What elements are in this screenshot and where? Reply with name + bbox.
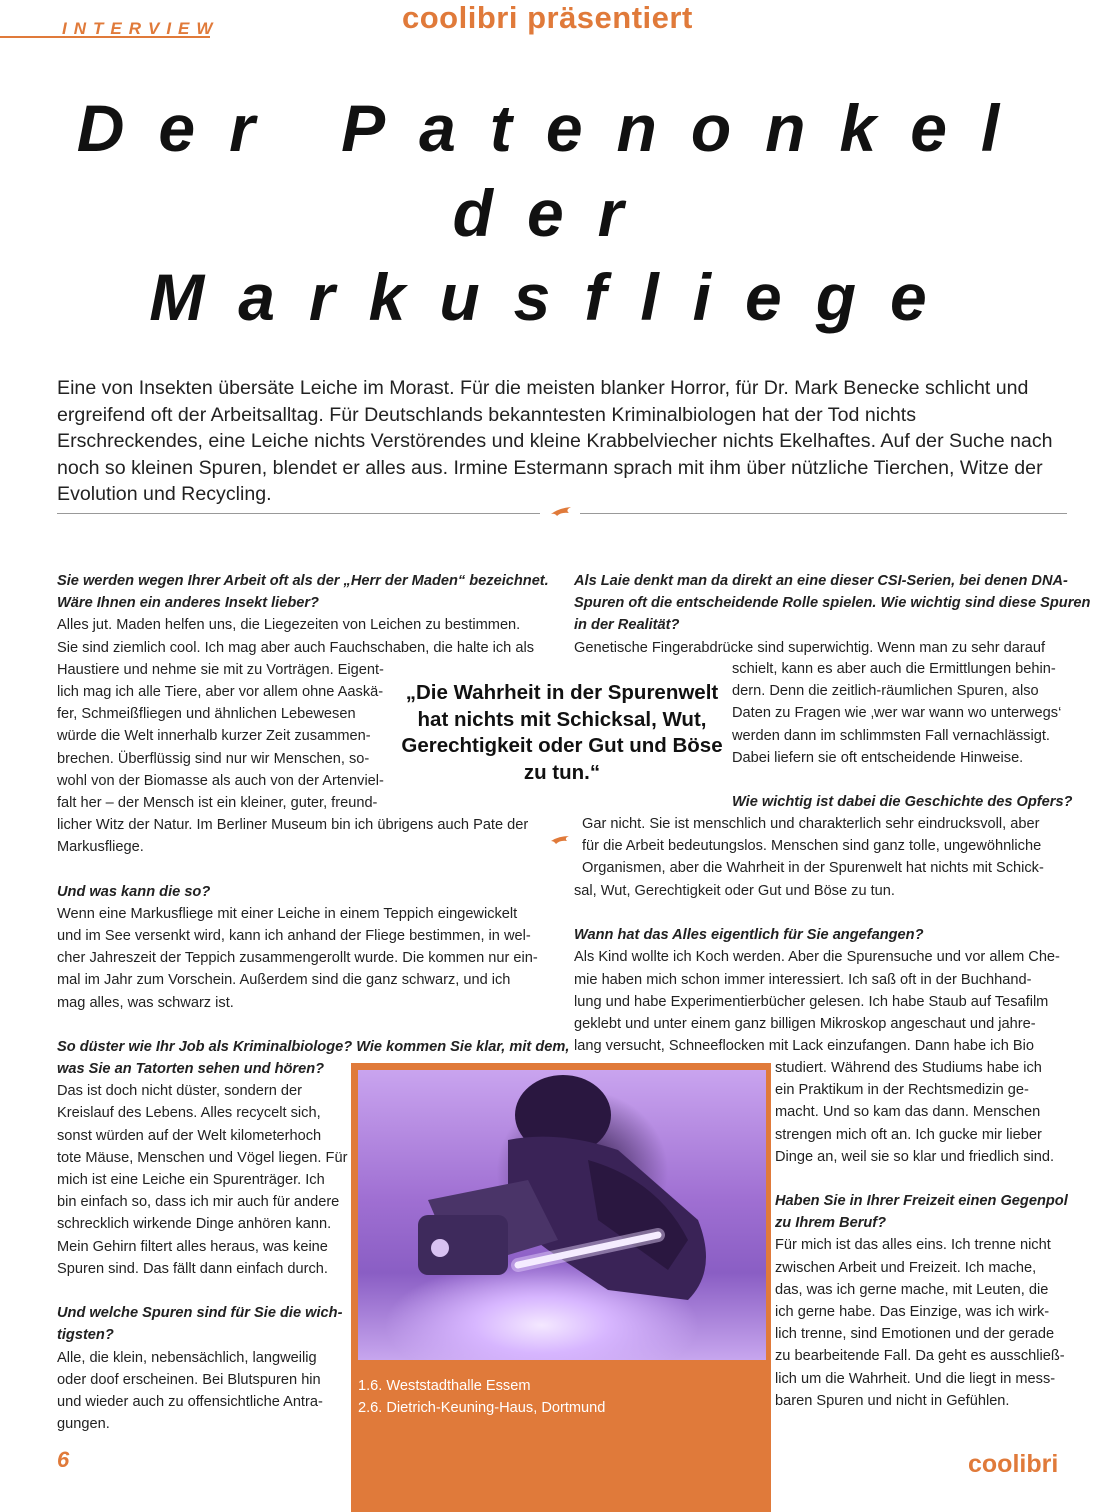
answer-4: Alle, die klein, nebensächlich, langweilig oder doof erscheinen. Bei Blutspuren hin und wieder auch zu offensichtliche Antra- gungen. [57, 1349, 323, 1433]
lead-paragraph: Eine von Insekten übersäte Leiche im Morast. Für die meisten blanker Horror, für Dr. Mark Benecke schlicht und ergreifend oft der Arbeitsalltag. Für Deutschlands bekanntesten Kriminalbiologen hat der Tod nichts Erschreckendes, eine Leiche nichts Verstörendes und kleine Krabbelviecher nichts Ekelhaftes. Auf der Suche nach noch so kleinen Spuren, blendet er alles aus. Irmine Estermann sprach mit ihm über nützliche Tierchen, Witze der Evolution und Recycling. [57, 377, 1053, 505]
title-line-3: Markusfliege [149, 260, 961, 334]
right-column-top [574, 570, 1091, 659]
answer-5-first-line: Genetische Fingerabdrücke sind superwichtig. Wenn man zu sehr darauf [574, 639, 1046, 656]
answer-5: schielt, kann es aber auch die Ermittlungen behin- dern. Denn die zeitlich-räumlichen Spuren, also Daten zu Fragen wie ‚wer war wann wo unterwegs‘ werden dann im schlimmsten Fall vernachlässigt. Dabei liefern sie oft entscheidende Hinweise. Wie wichtig ist dabei die Geschichte des Opfers? [732, 658, 1072, 813]
investigator-photo [358, 1070, 766, 1360]
answer-6: Gar nicht. Sie ist menschlich und charakterlich sehr eindrucksvoll, aber für die Arbeit bedeutungslos. Menschen sind ganz tolle, ungewöhnliche Organismen, aber die Wahrheit in der Spurenwelt hat nichts mit Schick- [582, 816, 1044, 877]
answer-1: Alles jut. Maden helfen uns, die Liegezeiten von Leichen zu bestimmen. Sie sind ziemlich cool. Ich mag aber auch Fauchschaben, die halte ich als Haustiere und nehme sie mit zu Vorträgen. Eigent- lich mag ich alle Tiere, aber vor allem ohne Aaskä- fer, Schmeißfliegen und ähnlichen Lebewesen würde die Welt innerhalb kurzer Zeit zusammen- brechen. Überflüssig sind nur wir Menschen, so- wohl von der Biomasse als auch von der Artenviel- falt her – der Mensch ist ein kleiner, guter, freund- licher Witz der Natur. Im Berliner Museum bin ich übrigens auch Pate der Markusfliege. [57, 617, 534, 856]
question-6: Wie wichtig ist dabei die Geschichte des Opfers? [732, 794, 1073, 811]
divider-left [57, 513, 540, 514]
question-5: Als Laie denkt man da direkt an eine dieser CSI-Serien, bei denen DNA- Spuren oft die entscheidende Rolle spielen. Wie wichtig sind diese Spuren in der Realität? [574, 573, 1091, 634]
pull-quote: „Die Wahrheit in der Spurenwelt hat nichts mit Schicksal, Wut, Gerechtigkeit oder Gut und Böse zu tun.“ [401, 681, 723, 784]
answer-2: Wenn eine Markusfliege mit einer Leiche in einem Teppich eingewickelt und im See versenkt wird, kann ich anhand der Fliege bestimmen, in wel- cher Jahreszeit der Teppich zusammengerollt wurde. Die kommen nur ein- mal im Jahr zum Vorschein. Außerdem sind die ganz schwarz, und ich mag alles, was schwarz ist. [57, 905, 538, 1011]
question-2: Und was kann die so? [57, 883, 211, 900]
question-3: So düster wie Ihr Job als Kriminalbiologe? Wie kommen Sie klar, mit dem, was Sie an Tatorten sehen und hören? [57, 1038, 570, 1078]
answer-6-end: sal, Wut, Gerechtigkeit oder Gut und Böse zu tun. Wann hat das Alles eigentlich für Sie angefangen? Als Kind wollte ich Koch werden. Aber die Spurensuche und vor allem Che- mie haben mich schon immer interessiert. Ich saß oft in der Buchhand- lung und habe Experimentierbücher gelesen. Ich habe Staub auf Tesafilm geklebt und unter einem ganz billigen Mikroskop angeschaut und jahre- lang versucht, Schneeflocken mit Lack einzufangen. Dann habe ich Bio [574, 880, 1074, 1057]
question-7: Wann hat das Alles eigentlich für Sie angefangen? [574, 927, 924, 944]
coolibri-logo: coolibri [968, 1450, 1059, 1478]
fly-icon [549, 504, 575, 520]
question-8: Haben Sie in Ihrer Freizeit einen Gegenpol zu Ihrem Beruf? [775, 1193, 1068, 1232]
divider-right [580, 513, 1067, 514]
answer-7-cont: studiert. Während des Studiums habe ich ein Praktikum in der Rechtsmedizin ge- macht. Und so kam das dann. Menschen strengen mich oft an. Ich gucke mir lieber Dinge an, weil sie so klar und friedlich sind. Haben Sie in Ihrer Freizeit einen Gegenpol zu Ihrem Beruf? Für mich ist das alles eins. Ich trenne nicht zwischen Arbeit und Freizeit. Ich mache, das, was ich gerne mache, mit Leuten, die ich gerne habe. Das Einzige, was ich wirk- lich trenne, sind Emotionen und der gerade zu bearbeitende Fall. Da geht es ausschließ- lich um die Wahrheit. Und die liegt in mess- baren Spuren und nicht in Gefühlen. [775, 1057, 1075, 1412]
question-4: Und welche Spuren sind für Sie die wich- tigsten? [57, 1305, 343, 1344]
title-line-2: der [452, 176, 658, 250]
section-label: INTERVIEW [62, 19, 220, 38]
page-number: 6 [57, 1447, 70, 1472]
investigator-silhouette [358, 1070, 766, 1360]
photo-caption: 1.6. Weststadthalle Essem 2.6. Dietrich-Keuning-Haus, Dortmund [358, 1378, 606, 1416]
answer-3: Das ist doch nicht düster, sondern der Kreislauf des Lebens. Alles recycelt sich, sonst würden auf der Welt kilometerhoch tote Mäuse, Menschen und Vögel liegen. Für mich ist eine Leiche ein Spurenträger. Ich bin einfach so, dass ich mir auch für andere schrecklich wirkende Dinge anhören kann. Mein Gehirn filtert alles heraus, was keine Spuren sind. Das fällt dann einfach durch. [57, 1083, 348, 1277]
fly-icon-small [549, 832, 573, 848]
question-1: Sie werden wegen Ihrer Arbeit oft als der „Herr der Maden“ bezeichnet. Wäre Ihnen ein anderes Insekt lieber? [57, 573, 549, 612]
presenter-heading: coolibri präsentiert [402, 0, 693, 35]
title-line-1: Der Patenonkel [76, 91, 1034, 165]
